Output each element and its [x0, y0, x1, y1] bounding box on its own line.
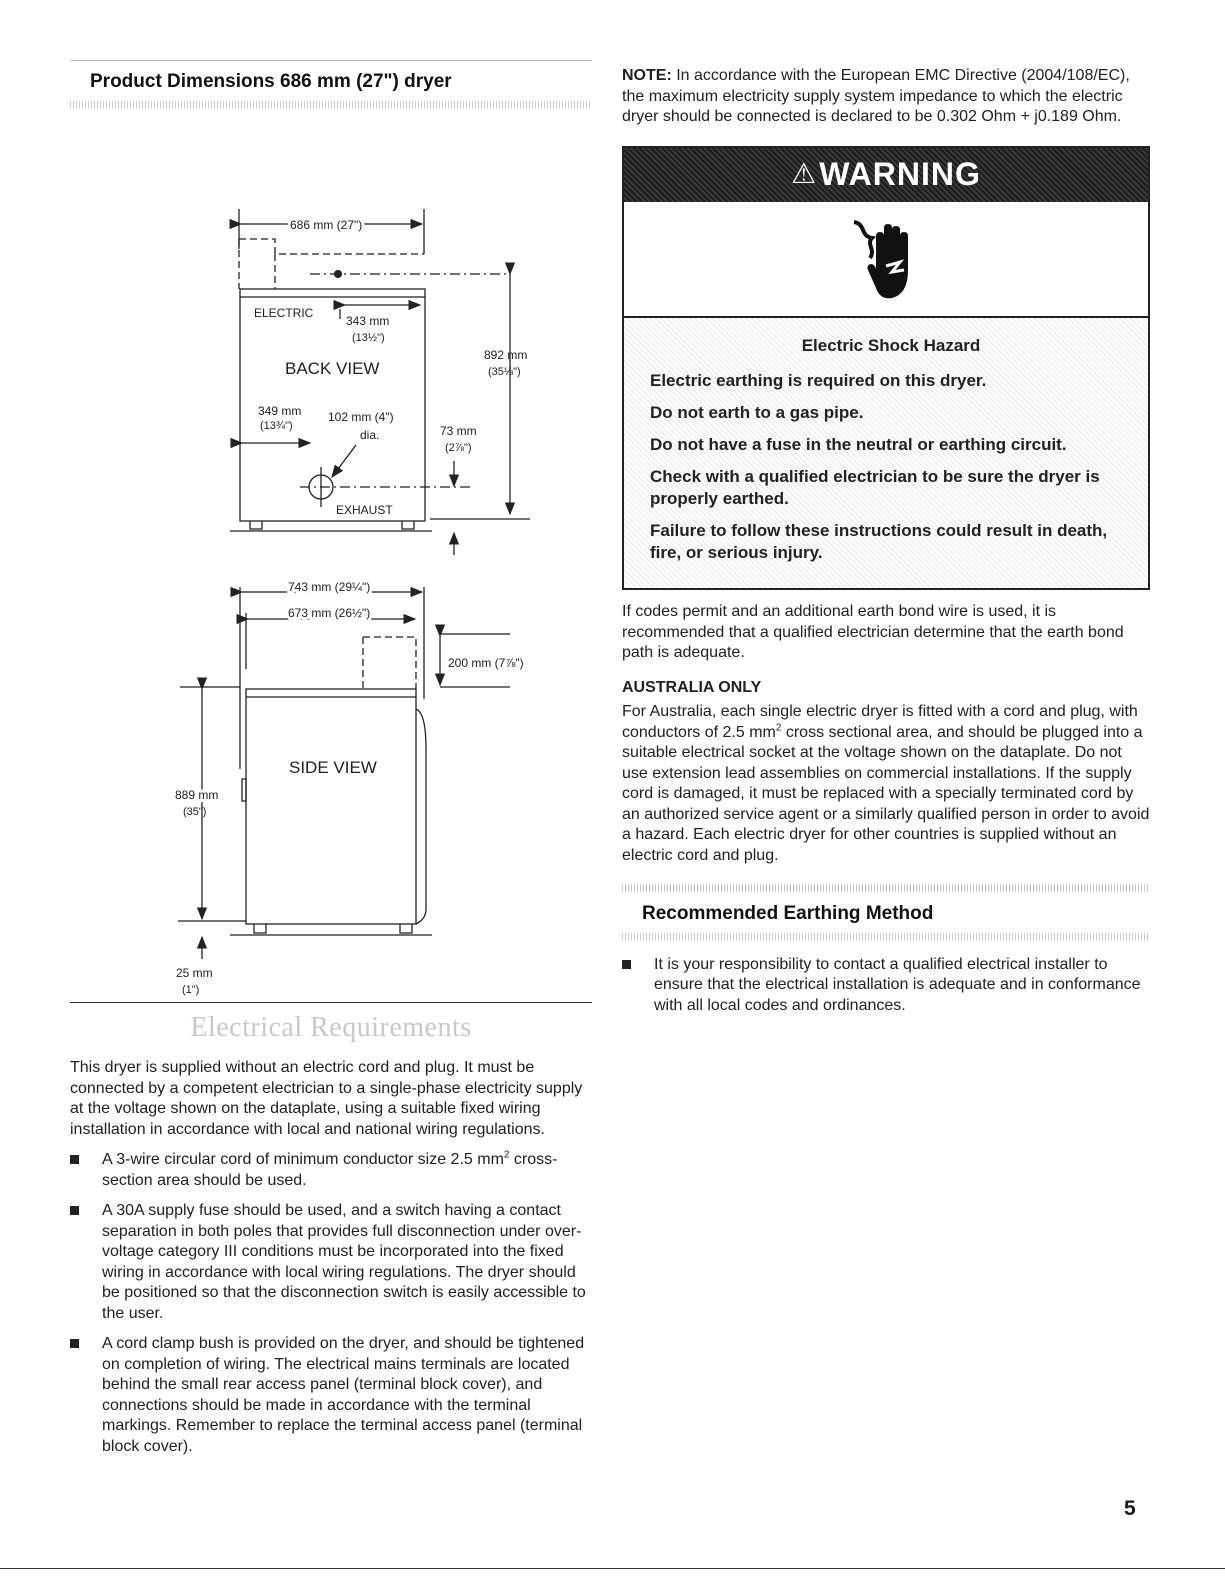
square-bullet-icon: [70, 1155, 79, 1164]
square-bullet-icon: [622, 960, 631, 969]
side-depth1-label: 743 mm (29¼"): [288, 580, 371, 594]
title-underline: [70, 101, 592, 109]
electrical-body: [70, 1058, 592, 1467]
electrical-divider: [70, 1002, 592, 1003]
exhaust-dia-label: 102 mm (4"): [328, 410, 394, 424]
top-clearance-label: 200 mm (7⅞"): [448, 656, 524, 670]
dimensions-header: [70, 60, 592, 109]
shock-hazard-icon-box: [624, 202, 1148, 318]
list-item: A 3-wire circular cord of minimum conductor size 2.5 $mm^2$ cross-section area should be used.: [70, 1150, 592, 1191]
warning-title: WARNING: [819, 156, 981, 193]
exhaust-offset-label: 349 mm: [258, 404, 302, 418]
back-height-inch-label: (35⅛"): [488, 366, 521, 378]
square-bullet-icon: [70, 1339, 79, 1348]
earthing-title: Recommended Earthing Method: [642, 903, 934, 924]
back-width-label: 686 mm (27"): [290, 218, 363, 232]
list-item: It is your responsibility to contact a qualified electrical installer to ensure that the electrical installation is adequate and in conformance with all local codes and ordinances.: [622, 955, 1150, 1017]
feet-label: 25 mm: [176, 966, 213, 980]
exhaust-dia-suffix: dia.: [360, 428, 380, 442]
australia-title: AUSTRALIA ONLY: [622, 678, 762, 696]
feet-inch-label: (1"): [182, 984, 200, 996]
emc-note: NOTE: In accordance with the European EMC Directive (2004/108/EC), the maximum electricity supply system impedance to which the electric dryer should be connected is declared to be 0.302 Ohm + j0.189 Ohm.: [622, 67, 1130, 125]
warning-line: Check with a qualified electrician to be sure the dryer is properly earthed.: [650, 467, 1100, 508]
square-bullet-icon: [70, 1206, 79, 1215]
dryer-dimension-drawing: [70, 109, 592, 996]
dimension-diagram: [70, 109, 592, 996]
list-item: A 30A supply fuse should be used, and a switch having a contact separation in both poles that provides full disconnection under over-voltage category III conditions must be incorporated into the fixed wiring in accordance with local wiring regulations. The dryer should be positioned so that the disconnection switch is easily accessible to the user.: [70, 1201, 592, 1324]
warning-header: [624, 148, 1148, 202]
electrical-intro: This dryer is supplied without an electric cord and plug. It must be connected by a competent electrician to a single-phase electricity supply at the voltage shown on the dataplate, using a suitable fixed wiring installation in accordance with local and national wiring regulations.: [70, 1059, 583, 1138]
earth-bond-text: If codes permit and an additional earth bond wire is used, it is recommended that a qualified electrician determine that the earth bond path is adequate.: [622, 603, 1124, 661]
side-height-inch-label: (35"): [183, 806, 207, 818]
back-height-label: 892 mm: [484, 348, 528, 362]
electrical-title: Electrical Requirements: [190, 1012, 472, 1043]
list-item: A cord clamp bush is provided on the dryer, and should be tightened on completion of wiring. The electrical mains terminals are located behind the small rear access panel (terminal block cover), and connections should be made in accordance with the terminal markings. Remember to replace the terminal access panel (terminal block cover).: [70, 1334, 592, 1457]
warning-triangle-icon: ⚠: [791, 158, 818, 190]
side-depth2-label: 673 mm (26½"): [288, 606, 371, 620]
exhaust-offset-inch-label: (13¾"): [260, 420, 293, 432]
side-height-label: 889 mm: [175, 788, 219, 802]
earthing-top-rule: [622, 884, 1150, 892]
electrical-list: [70, 1150, 592, 1457]
left-column: [70, 60, 592, 996]
back-view-label: BACK VIEW: [285, 359, 380, 378]
warning-line: Do not have a fuse in the neutral or earthing circuit.: [650, 435, 1067, 454]
electric-shock-hand-icon: [846, 214, 926, 304]
dimensions-title: Product Dimensions 686 mm (27") dryer: [90, 71, 452, 92]
page-number: 5: [1124, 1497, 1136, 1520]
warning-line: Do not earth to a gas pipe.: [650, 403, 864, 422]
side-view-label: SIDE VIEW: [289, 758, 377, 777]
electric-offset-label: 343 mm: [346, 314, 390, 328]
hazard-title: Electric Shock Hazard: [801, 335, 981, 355]
right-column: [622, 66, 1150, 1026]
exhaust-height-label: 73 mm: [440, 424, 477, 438]
exhaust-height-inch-label: (2⅞"): [445, 442, 472, 454]
earthing-underline: [622, 933, 1150, 941]
exhaust-label: EXHAUST: [336, 503, 393, 517]
warning-body: [624, 318, 1148, 589]
earthing-section: [622, 884, 1150, 1016]
electric-offset-inch-label: (13½"): [352, 332, 385, 344]
electric-label: ELECTRIC: [254, 306, 314, 320]
australia-text: For Australia, each single electric dryer is fitted with a cord and plug, with conductors of 2.5 $mm^2$ cross sectional area, and should be plugged into a suitable electrical socket at the voltage shown on the dataplate. Do not use extension lead assemblies on commercial installations. If the supply cord is damaged, it must be replaced with a specially terminated cord by an authorized service agent or a similarly qualified person in order to avoid a hazard. Each electric dryer for other countries is supplied without an electric cord and plug.: [622, 703, 1150, 864]
earthing-list: [622, 955, 1150, 1017]
warning-line: Failure to follow these instructions could result in death, fire, or serious injury.: [650, 521, 1108, 562]
warning-line: Electric earthing is required on this dryer.: [650, 371, 987, 390]
warning-box: [622, 146, 1150, 591]
page-bottom-rule: [0, 1568, 1225, 1569]
